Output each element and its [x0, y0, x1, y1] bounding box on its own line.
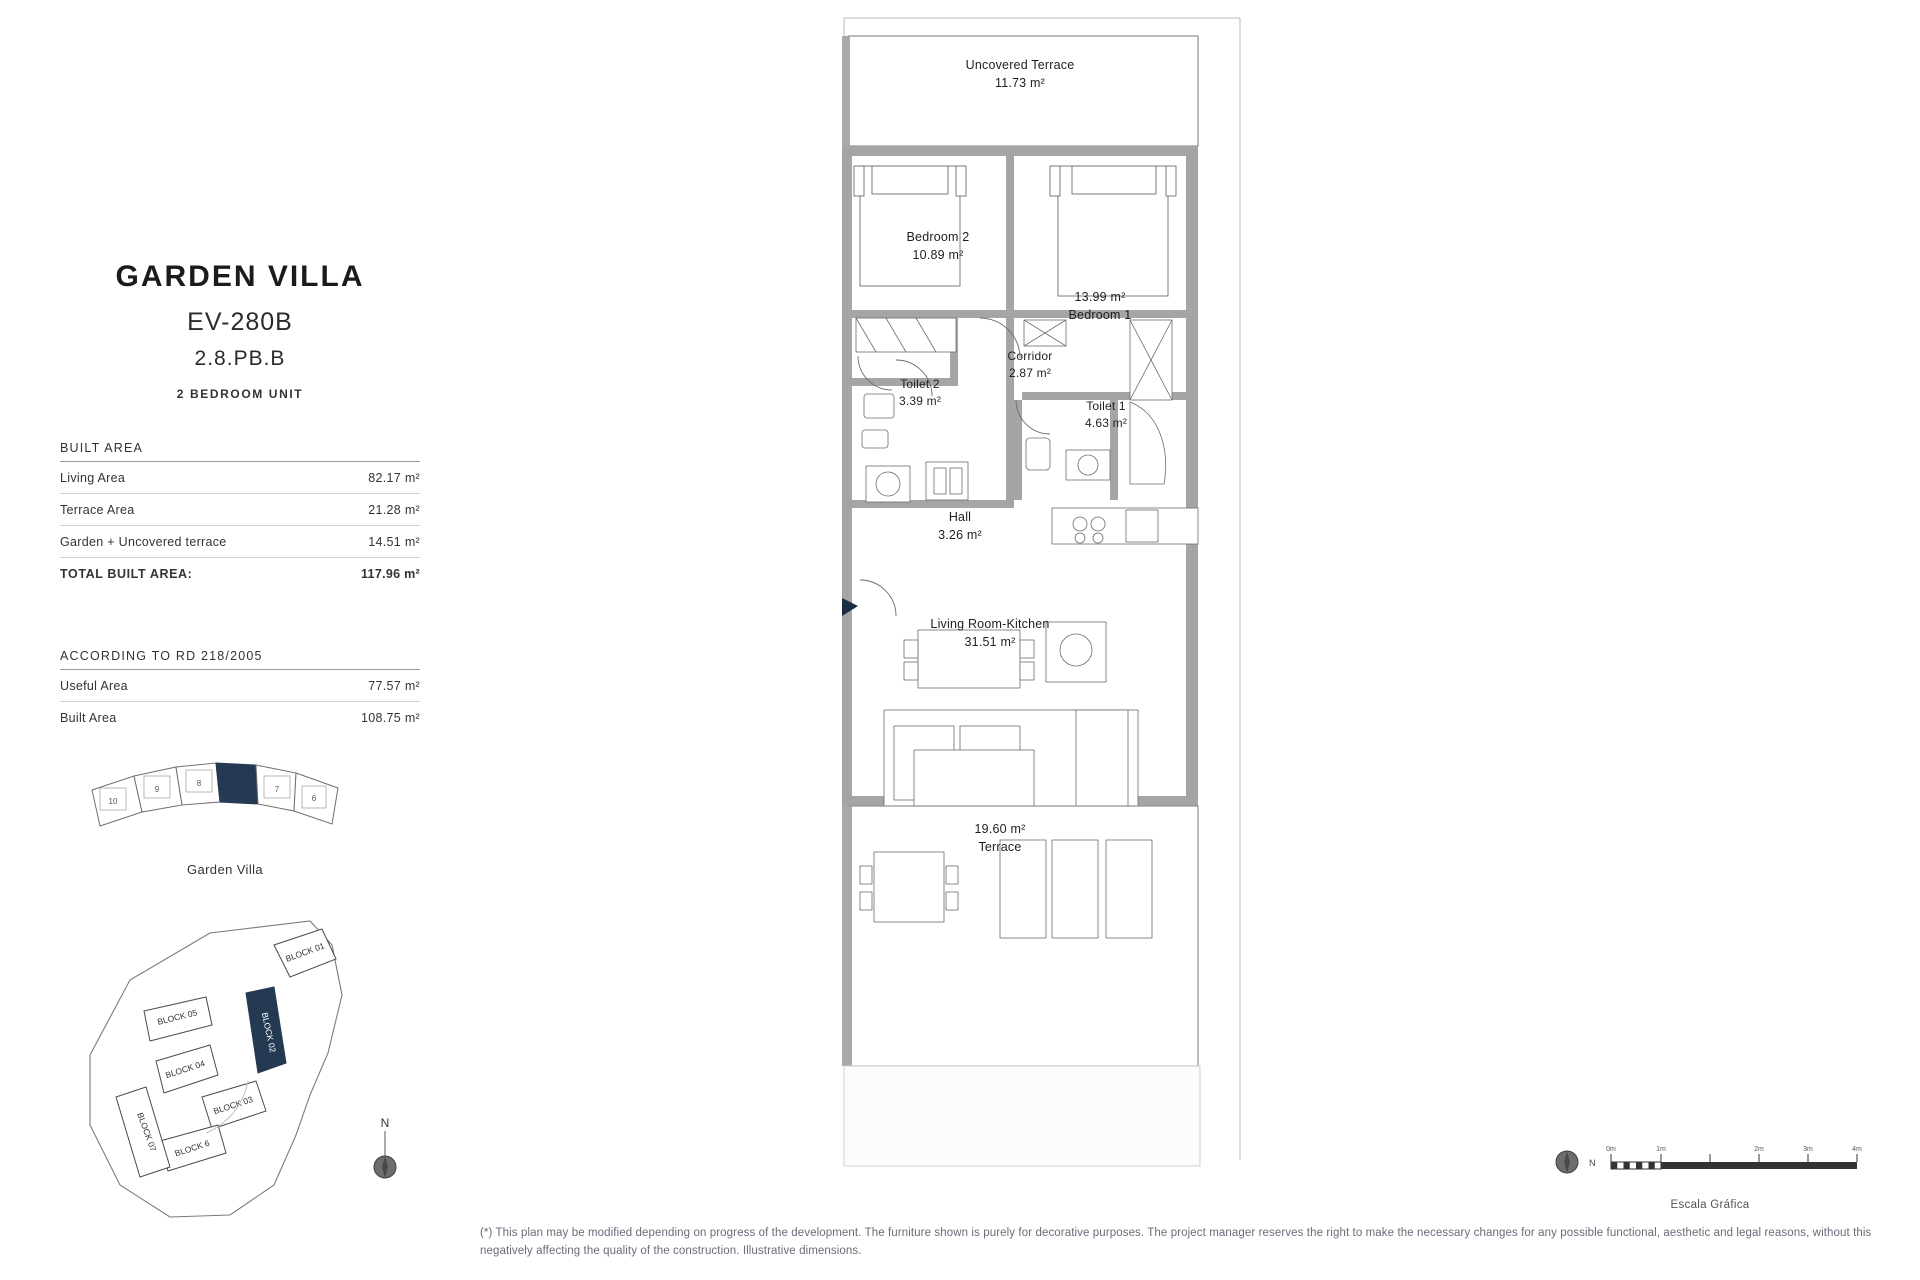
info-panel: [60, 260, 420, 733]
room-label-living-room-kitchen: Living Room-Kitchen 31.51 m²: [930, 617, 1050, 650]
unit-code: EV-280B: [187, 308, 293, 336]
row-value: 21.28 m²: [368, 503, 420, 517]
row-label: Useful Area: [60, 679, 128, 693]
svg-text:0m: 0m: [1606, 1146, 1616, 1153]
svg-text:BLOCK 01: BLOCK 01: [284, 940, 326, 964]
row-value: 14.51 m²: [368, 535, 420, 549]
svg-text:2m: 2m: [1754, 1146, 1764, 1153]
svg-text:BLOCK 03: BLOCK 03: [212, 1094, 254, 1117]
svg-text:8: 8: [196, 779, 202, 788]
svg-text:9: 9: [154, 785, 160, 794]
svg-text:BLOCK 6: BLOCK 6: [173, 1137, 211, 1159]
svg-text:BLOCK 05: BLOCK 05: [156, 1007, 199, 1027]
table-row: [60, 670, 420, 702]
svg-text:BLOCK 04: BLOCK 04: [164, 1058, 206, 1081]
svg-text:1m: 1m: [1656, 1146, 1666, 1153]
row-label: TOTAL BUILT AREA:: [60, 567, 193, 581]
svg-text:N: N: [380, 1116, 390, 1130]
site-plan-compass: [355, 1115, 415, 1185]
svg-text:BLOCK 02: BLOCK 02: [259, 1011, 279, 1054]
scale-bar: [1545, 1140, 1875, 1211]
block-key-plan-caption: Garden Villa: [186, 862, 264, 877]
room-label-terrace: 19.60 m² Terrace: [974, 822, 1026, 855]
row-value: 117.96 m²: [361, 567, 420, 581]
room-label-uncovered-terrace: Uncovered Terrace 11.73 m²: [965, 58, 1075, 91]
svg-text:BLOCK 07: BLOCK 07: [135, 1111, 159, 1153]
row-label: Terrace Area: [60, 503, 135, 517]
table-row: [60, 702, 420, 733]
row-label: Living Area: [60, 471, 126, 485]
svg-text:7: 7: [274, 785, 280, 794]
rd-area-section-label: ACCORDING TO RD 218/2005: [60, 649, 420, 670]
site-plan: [60, 885, 400, 1265]
scale-bar-caption: Escala Gráfica: [1670, 1199, 1750, 1211]
unit-reference: 2.8.PB.B: [194, 347, 286, 370]
block-key-plan: [88, 760, 358, 840]
row-label: Garden + Uncovered terrace: [60, 535, 227, 549]
room-label-hall: Hall 3.26 m²: [938, 510, 982, 543]
row-value: 77.57 m²: [368, 679, 420, 693]
page-title: GARDEN VILLA: [115, 260, 365, 293]
room-label-corridor: Corridor 2.87 m²: [1007, 349, 1053, 381]
row-value: 82.17 m²: [368, 471, 420, 485]
room-label-bedroom-2: Bedroom 2 10.89 m²: [906, 230, 970, 263]
unit-type: 2 BEDROOM UNIT: [176, 387, 304, 401]
room-label-toilet-1: Toilet 1 4.63 m²: [1084, 399, 1128, 431]
table-row: [60, 526, 420, 558]
svg-text:3m: 3m: [1803, 1146, 1813, 1153]
table-row: [60, 462, 420, 494]
svg-text:6: 6: [311, 794, 317, 803]
row-label: Built Area: [60, 711, 117, 725]
room-label-bedroom-1: 13.99 m² Bedroom 1: [1068, 290, 1132, 323]
table-row: [60, 494, 420, 526]
svg-text:N: N: [1589, 1158, 1596, 1168]
disclaimer-footnote: (*) This plan may be modified depending on progress of the development. The furniture shown is purely for decorative purposes. The project manager reserves the right to make the necessary changes for any possible functional, aesthetic and legal reasons, without this negatively affecting the quality of the construction. Illustrative dimensions.: [480, 1227, 1872, 1257]
apartment-floor-plan: [830, 10, 1260, 1220]
table-row-total: [60, 558, 420, 589]
svg-text:10: 10: [108, 797, 118, 806]
room-label-toilet-2: Toilet 2 3.39 m²: [898, 377, 942, 409]
row-value: 108.75 m²: [361, 711, 420, 725]
svg-text:4m: 4m: [1852, 1146, 1862, 1153]
built-area-section-label: BUILT AREA: [60, 441, 420, 462]
